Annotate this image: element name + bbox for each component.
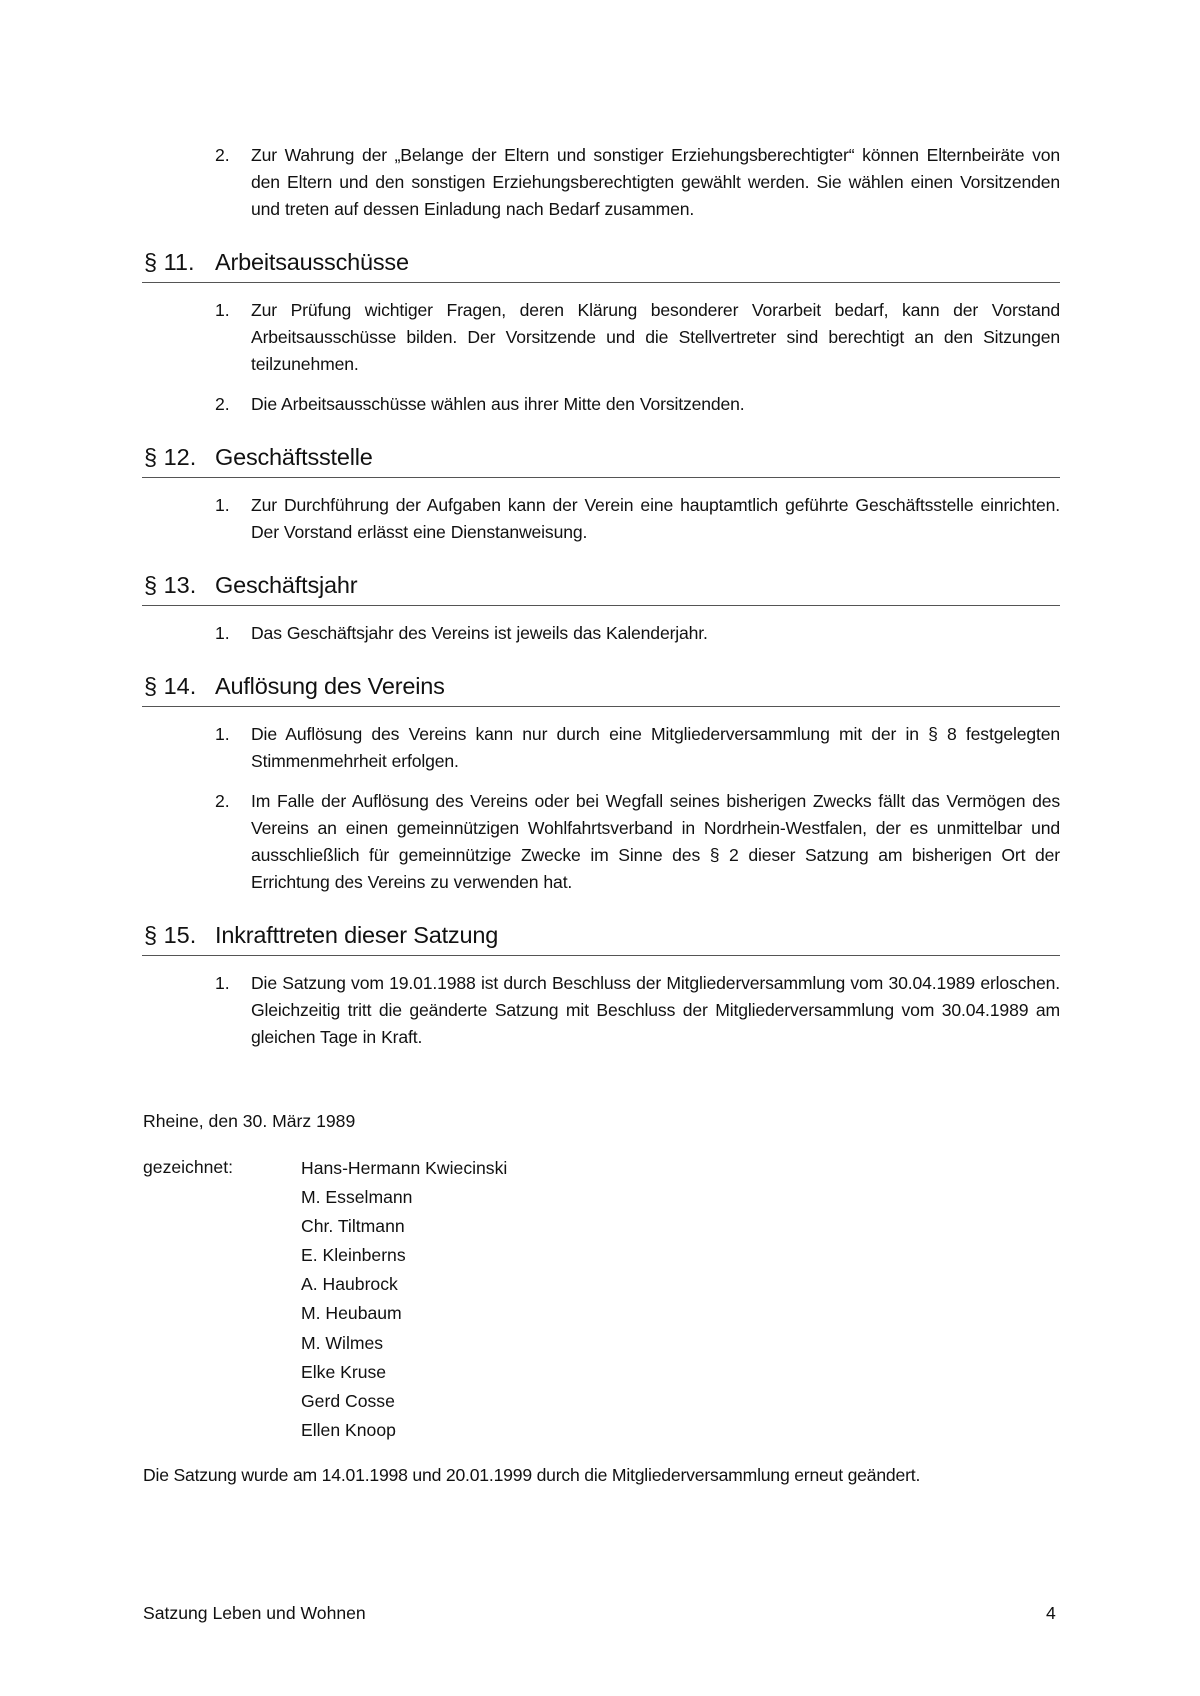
section-list <box>142 721 1060 896</box>
list-item-number: 1. <box>215 724 230 744</box>
list-item <box>142 970 1060 1051</box>
list-item <box>142 391 1060 418</box>
section-11 <box>142 245 1060 418</box>
section-heading <box>142 245 1060 283</box>
section-13 <box>142 568 1060 647</box>
signatory-list <box>301 1154 507 1445</box>
signatory-name: E. Kleinberns <box>301 1245 406 1266</box>
section-heading <box>142 568 1060 606</box>
section-heading <box>142 440 1060 478</box>
section-list <box>142 970 1060 1051</box>
signatory-name: Gerd Cosse <box>301 1390 395 1411</box>
section-title: Auflösung des Vereins <box>215 673 445 699</box>
section-15 <box>142 918 1060 1051</box>
signatory-name: M. Esselmann <box>301 1187 413 1208</box>
section-title: Geschäftsstelle <box>215 444 373 470</box>
footer-document-title: Satzung Leben und Wohnen <box>143 1603 366 1623</box>
list-item-number: 1. <box>215 495 230 515</box>
section-title: Arbeitsausschüsse <box>215 249 409 275</box>
section-14 <box>142 669 1060 896</box>
list-item <box>142 788 1060 896</box>
list-item-text: Die Auflösung des Vereins kann nur durch eine Mitgliederversammlung mit der in § 8 festgelegten Stimmenmehrheit erfolgen. <box>251 724 1060 771</box>
list-item <box>142 721 1060 775</box>
section-list <box>142 492 1060 546</box>
list-item-number: 1. <box>215 300 230 320</box>
list-item-number: 2. <box>215 791 230 811</box>
signatory-name: M. Heubaum <box>301 1303 402 1324</box>
section-list <box>142 620 1060 647</box>
list-item <box>142 492 1060 546</box>
section-number: § 13. <box>144 572 197 598</box>
signatory-name: Hans-Hermann Kwiecinski <box>301 1158 508 1178</box>
list-item-text: Zur Durchführung der Aufgaben kann der Verein eine hauptamtlich geführte Geschäftsstelle einrichten. Der Vorstand erlässt eine Dienstanweisung. <box>251 495 1060 542</box>
section-number: § 11. <box>144 249 195 275</box>
place-and-date: Rheine, den 30. März 1989 <box>143 1111 356 1131</box>
section-heading <box>142 669 1060 707</box>
signatory-name: Elke Kruse <box>301 1361 387 1382</box>
list-item-number: 2. <box>215 394 230 414</box>
section-title: Inkrafttreten dieser Satzung <box>215 922 499 948</box>
list-item <box>142 142 1060 223</box>
list-item-text: Das Geschäftsjahr des Vereins ist jeweils das Kalenderjahr. <box>251 623 708 643</box>
list-item-text: Die Arbeitsausschüsse wählen aus ihrer Mitte den Vorsitzenden. <box>251 394 745 414</box>
signatory-name: A. Haubrock <box>301 1274 398 1295</box>
section-number: § 15. <box>144 922 197 948</box>
section-title: Geschäftsjahr <box>215 572 358 598</box>
section-number: § 12. <box>144 444 197 470</box>
list-item-text: Die Satzung vom 19.01.1988 ist durch Beschluss der Mitgliederversammlung vom 30.04.1989 erloschen. Gleichzeitig tritt die geänderte Satzung mit Beschluss der Mitgliederversammlung vom 30.04.1989 am gleichen Tage in Kraft. <box>251 973 1060 1047</box>
document-body <box>142 142 1060 1064</box>
list-item-text: Zur Prüfung wichtiger Fragen, deren Klärung besonderer Vorarbeit bedarf, kann der Vorstand Arbeitsausschüsse bilden. Der Vorsitzende und die Stellvertreter sind berechtigt an den Sitzungen teilzunehmen. <box>251 300 1060 374</box>
list-item-text: Im Falle der Auflösung des Vereins oder bei Wegfall seines bisherigen Zwecks fällt das Vermögen des Vereins an einen gemeinnützigen Wohlfahrtsverband in Nordrhein-Westfalen, der es unmittelbar und ausschließlich für gemeinnützige Zwecke im Sinne des § 2 dieser Satzung am bisherigen Ort der Errichtung des Vereins zu verwenden hat. <box>251 791 1060 892</box>
section-heading <box>142 918 1060 956</box>
section-list <box>142 297 1060 418</box>
signatory-name: Chr. Tiltmann <box>301 1216 405 1237</box>
list-item-number: 1. <box>215 623 230 643</box>
section-10-continued-list <box>142 142 1060 223</box>
signatory-name: M. Wilmes <box>301 1332 384 1353</box>
section-12 <box>142 440 1060 546</box>
list-item <box>142 297 1060 378</box>
section-number: § 14. <box>144 673 197 699</box>
signatory-name: Ellen Knoop <box>301 1419 396 1440</box>
signed-label: gezeichnet: <box>143 1157 233 1177</box>
list-item <box>142 620 1060 647</box>
list-item-number: 1. <box>215 973 230 993</box>
amendment-note: Die Satzung wurde am 14.01.1998 und 20.01.1999 durch die Mitgliederversammlung erneut geändert. <box>143 1465 921 1485</box>
list-item-text: Zur Wahrung der „Belange der Eltern und sonstiger Erziehungsberechtigter“ können Elternbeiräte von den Eltern und den sonstigen Erziehungsberechtigten gewählt werden. Sie wählen einen Vorsitzenden und treten auf dessen Einladung nach Bedarf zusammen. <box>251 145 1060 219</box>
footer-page-number: 4 <box>1046 1603 1056 1623</box>
list-item-number: 2. <box>215 145 230 165</box>
